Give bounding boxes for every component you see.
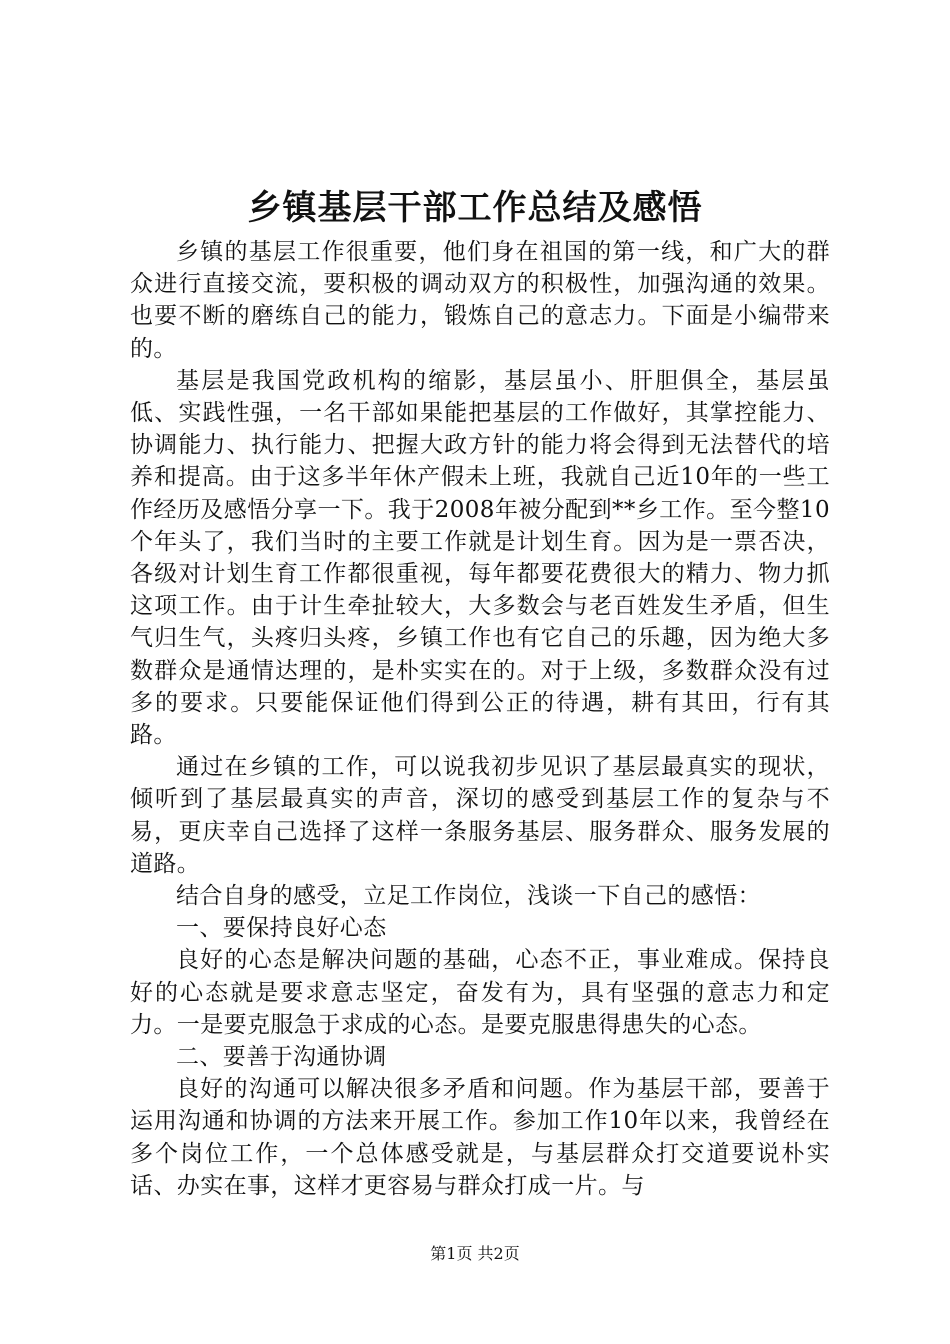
page-title: 乡镇基层干部工作总结及感悟 <box>247 188 703 228</box>
experience-paragraph: 基层是我国党政机构的缩影，基层虽小、肝胆俱全，基层虽低、实践性强，一名干部如果能把基层的工作做好，其掌控能力、协调能力、执行能力、把握大政方针的能力将会得到无法替代的培养和提高。由于这多半年休产假未上班，我就自己近10年的一些工作经历及感悟分享一下。我于2008年被分配到**乡工作。至今整10个年头了，我们当时的主要工作就是计划生育。因为是一票否决，各级对计划生育工作都很重视，每年都要花费很大的精力、物力抓这项工作。由于计生牵扯较大，大多数会与老百姓发生矛盾，但生气归生气，头疼归头疼，乡镇工作也有它自己的乐趣，因为绝大多数群众是通情达理的，是朴实实在的。对于上级，多数群众没有过多的要求。只要能保证他们得到公正的待遇，耕有其田，行有其路。 <box>130 367 830 749</box>
reflection-paragraph: 通过在乡镇的工作，可以说我初步见识了基层最真实的现状，倾听到了基层最真实的声音，深切的感受到基层工作的复杂与不易，更庆幸自己选择了这样一条服务基层、服务群众、服务发展的道路。 <box>130 754 830 877</box>
insight-intro-paragraph: 结合自身的感受，立足工作岗位，浅谈一下自己的感悟： <box>176 883 761 910</box>
document-body <box>130 236 830 1202</box>
communication-paragraph: 良好的沟通可以解决很多矛盾和问题。作为基层干部，要善于运用沟通和协调的方法来开展工作。参加工作10年以来，我曾经在多个岗位工作，一个总体感受就是，与基层群众打交道要说朴实话、办实在事，这样才更容易与群众打成一片。与 <box>130 1076 830 1199</box>
intro-paragraph: 乡镇的基层工作很重要，他们身在祖国的第一线，和广大的群众进行直接交流，要积极的调动双方的积极性，加强沟通的效果。也要不断的磨练自己的能力，锻炼自己的意志力。下面是小编带来的。 <box>130 239 830 362</box>
page-number-footer: 第1页 共2页 <box>430 1244 520 1263</box>
section-heading-communication: 二、要善于沟通协调 <box>176 1044 387 1071</box>
section-heading-mindset: 一、要保持良好心态 <box>176 915 387 942</box>
mindset-paragraph: 良好的心态是解决问题的基础，心态不正，事业难成。保持良好的心态就是要求意志坚定，奋发有为，具有坚强的意志力和定力。一是要克服急于求成的心态。是要克服患得患失的心态。 <box>130 947 830 1038</box>
